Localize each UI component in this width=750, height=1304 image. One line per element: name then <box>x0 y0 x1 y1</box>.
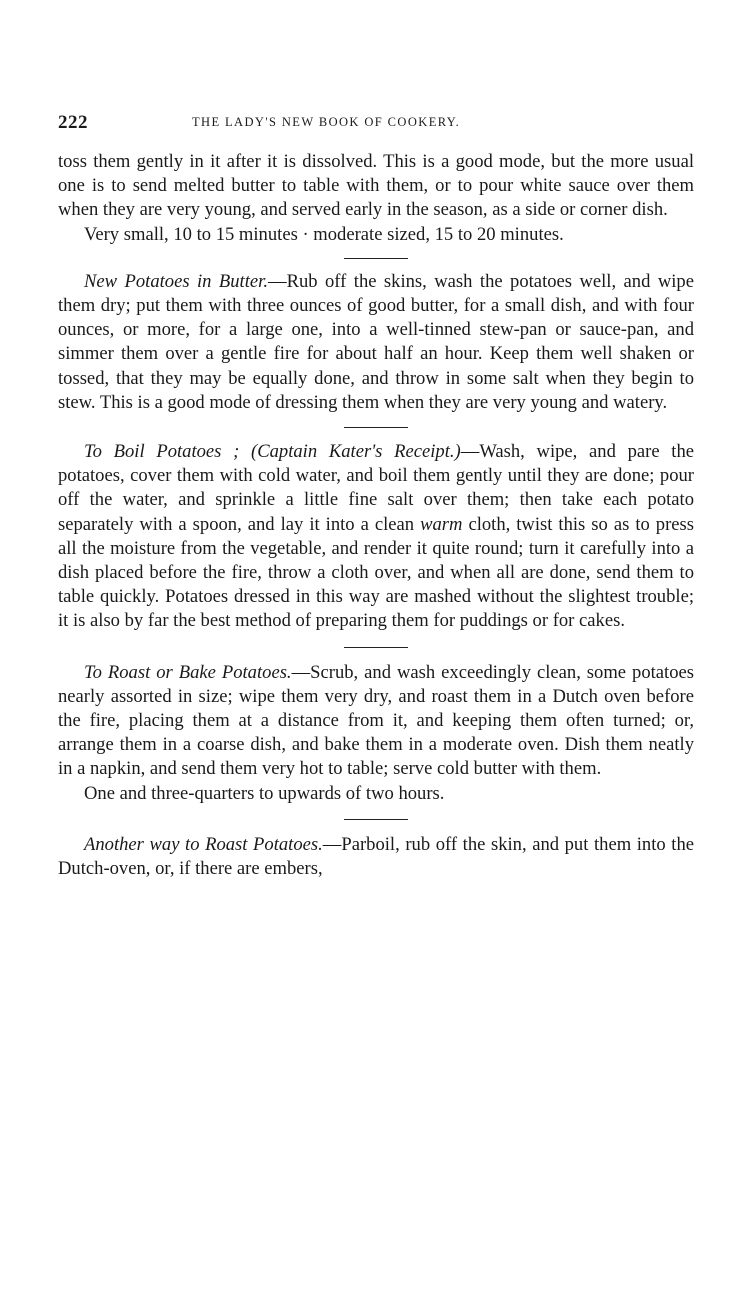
recipe-heading: To Boil Potatoes ; (Captain Kater's Receipt.) <box>84 441 461 463</box>
recipe-body: —Scrub, and wash exceedingly clean, some potatoes nearly assorted in size; wipe them very dry, and roast them in a Dutch oven before the fire, placing them at a distance from it, and keeping them often turned; or, arrange them in a coarse dish, and bake them in a moderate oven. Dish them neatly in a napkin, and send them very hot to table; serve cold butter with them. <box>58 661 694 780</box>
recipe-heading: To Roast or Bake Potatoes. <box>84 661 292 683</box>
running-title: THE LADY'S NEW BOOK OF COOKERY. <box>192 115 461 129</box>
book-page <box>58 112 694 881</box>
recipe-to-boil-potatoes <box>58 440 694 634</box>
cooking-time-note: Very small, 10 to 15 minutes · moderate sized, 15 to 20 minutes. <box>84 223 564 245</box>
recipe-body: —Rub off the skins, wash the potatoes well, and wipe them dry; put them with three ounces of good butter, for a small dish, and with four ounces, or more, for a large one, into a well-tinned stew-pan or sauce-pan, and simmer them over a gentle fire for about half an hour. Keep them well shaken or tossed, that they may be equally done, and throw in some salt when they begin to stew. This is a good mode of dressing them when they are very young and watery. <box>58 270 694 413</box>
continued-paragraph: toss them gently in it after it is dissolved. This is a good mode, but the more usual one is to send melted butter to table with them, or to pour white sauce over them when they are very young, and served early in the season, as a side or corner dish. <box>58 151 694 221</box>
recipe-another-way-to-roast-potatoes <box>58 833 694 881</box>
running-head <box>58 112 694 138</box>
recipe-body: —Wash, wipe, and pare the potatoes, cover them with cold water, and boil them gently until they are done; pour off the water, and sprinkle a little fine salt over them; then take each potato separately with a spoon, and lay it into a clean <box>58 441 694 535</box>
recipe-body-continued: cloth, twist this so as to press all the moisture from the vegetable, and render it quite round; turn it carefully into a dish placed before the fire, throw a cloth over, and when all are done, send them to table quickly. Potatoes dressed in this way are mashed without the slightest trouble; it is also by far the best method of preparing them for puddings or for cakes. <box>58 513 694 632</box>
section-divider <box>344 427 408 428</box>
recipe-body: —Parboil, rub off the skin, and put them into the Dutch-oven, or, if there are embers, <box>58 833 694 880</box>
recipe-heading: New Potatoes in Butter. <box>84 270 268 292</box>
section-divider <box>344 647 408 648</box>
section-divider <box>344 258 408 259</box>
recipe-to-roast-or-bake-potatoes <box>58 661 694 782</box>
emphasized-word: warm <box>420 513 463 535</box>
section-divider <box>344 819 408 820</box>
cooking-time-note: One and three-quarters to upwards of two hours. <box>84 782 445 804</box>
page-number: 222 <box>58 112 88 133</box>
recipe-new-potatoes-in-butter <box>58 270 694 415</box>
recipe-heading: Another way to Roast Potatoes. <box>84 833 323 855</box>
